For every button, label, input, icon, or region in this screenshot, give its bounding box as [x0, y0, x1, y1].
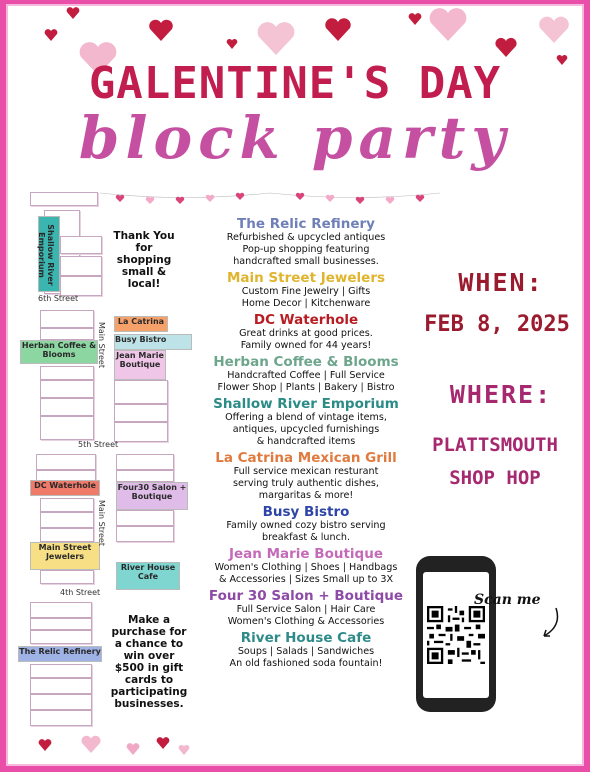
business-description: Flower Shop | Plants | Bakery | Bistro: [217, 382, 395, 393]
heart-icon: [80, 734, 102, 754]
flyer: [8, 6, 582, 764]
business-listing: [196, 450, 416, 502]
heart-icon: [408, 12, 422, 26]
map-building: [114, 380, 168, 404]
business-description: Full service mexican resturant: [233, 466, 379, 477]
map-building: [40, 528, 94, 542]
thank-you-note: Thank You for shopping small & local!: [113, 230, 175, 290]
map-building: [40, 328, 94, 340]
heart-icon: [156, 736, 170, 750]
when-heading: WHEN:: [458, 268, 544, 297]
map-label-four30: Four30 Salon + Boutique: [116, 482, 188, 510]
map-building: [60, 276, 102, 296]
heart-icon: [256, 20, 296, 56]
business-description: An old fashioned soda fountain!: [229, 658, 383, 669]
map-building: [40, 416, 94, 440]
business-listing: [196, 216, 416, 268]
business-description: Soups | Salads | Sandwiches: [237, 646, 375, 657]
business-listing: [196, 312, 416, 352]
map-building: [40, 570, 94, 584]
business-name: Herban Coffee & Blooms: [213, 354, 399, 370]
business-listing: [196, 354, 416, 394]
business-listing: [196, 630, 416, 670]
business-listings: [196, 214, 416, 670]
business-name: Busy Bistro: [262, 504, 350, 520]
business-description: margaritas & more!: [258, 490, 354, 501]
map-building: [30, 664, 92, 678]
map-building: [30, 694, 92, 710]
heart-icon: [324, 16, 352, 42]
heart-icon: [66, 6, 80, 20]
business-description: & handcrafted items: [256, 436, 356, 447]
heart-icon: [126, 742, 140, 756]
business-listing: [196, 504, 416, 544]
business-listing: [196, 396, 416, 448]
business-description: serving truly authentic dishes,: [233, 478, 379, 489]
map-building: [30, 602, 92, 618]
heart-icon: [38, 738, 52, 752]
business-name: Jean Marie Boutique: [229, 546, 383, 562]
map-building: [40, 498, 94, 512]
map-building: [40, 310, 94, 328]
business-description: Great drinks at good prices.: [239, 328, 373, 339]
qr-code-icon[interactable]: [427, 606, 485, 664]
business-name: Shallow River Emporium: [213, 396, 399, 412]
page-title: GALENTINE'S DAY: [88, 58, 502, 109]
map-label-herban: Herban Coffee & Blooms: [20, 340, 98, 364]
map-building: [60, 256, 102, 276]
map-label-shallow-river: Shallow River Emporium: [38, 216, 60, 292]
business-description: Offering a blend of vintage items,: [225, 412, 387, 423]
business-description: Family owned for 44 years!: [240, 340, 372, 351]
map-building: [40, 398, 94, 416]
business-name: Four 30 Salon + Boutique: [208, 588, 404, 604]
event-location: [408, 429, 582, 495]
map-building: [40, 366, 94, 380]
business-description: breakfast & lunch.: [262, 532, 350, 543]
map-building: [30, 192, 98, 206]
map-building: [114, 404, 168, 422]
location-line-1: PLATTSMOUTH: [432, 434, 558, 456]
business-listing: [196, 588, 416, 628]
heart-icon: [148, 18, 174, 42]
business-description: Women's Clothing | Shoes | Handbags: [214, 562, 398, 573]
map-building: [116, 526, 174, 542]
scan-me-label: Scan me: [474, 592, 541, 608]
business-listing: [196, 270, 416, 310]
map-label-relic-refinery: The Relic Refinery: [18, 646, 102, 662]
business-description: handcrafted small businesses.: [233, 256, 379, 267]
street-label-main: Main Street: [97, 322, 106, 368]
where-heading: WHERE:: [449, 380, 553, 409]
event-date: FEB 8, 2025: [424, 312, 570, 337]
curved-arrow-icon: [536, 606, 564, 642]
map-label-river-house: River House Cafe: [116, 562, 180, 590]
business-description: Pop-up shopping featuring: [242, 244, 370, 255]
business-name: La Catrina Mexican Grill: [215, 450, 397, 466]
map-building: [30, 630, 92, 644]
business-description: Refurbished & upcycled antiques: [226, 232, 386, 243]
map-building: [60, 236, 102, 254]
business-description: Custom Fine Jewelry | Gifts: [241, 286, 371, 297]
business-description: Home Decor | Kitchenware: [241, 298, 371, 309]
heart-icon: [494, 36, 518, 58]
page-subtitle: block party: [78, 104, 512, 172]
map-building: [116, 470, 174, 482]
phone-icon: [416, 556, 496, 712]
business-description: Family owned cozy bistro serving: [226, 520, 386, 531]
map-label-busy-bistro: Busy Bistro: [114, 334, 192, 350]
map-label-main-street-jewelers: Main Street Jewelers: [30, 542, 100, 570]
map-building: [30, 678, 92, 694]
street-label-main: Main Street: [97, 500, 106, 546]
map-label-la-catrina: La Catrina: [114, 316, 168, 332]
heart-garland-icon: [100, 190, 440, 206]
map-building: [116, 454, 174, 470]
map-building: [30, 618, 92, 630]
heart-icon: [226, 38, 238, 50]
business-description: Women's Clothing & Accessories: [227, 616, 385, 627]
heart-icon: [44, 28, 58, 42]
street-label-5th: 5th Street: [78, 440, 119, 449]
business-name: DC Waterhole: [253, 312, 359, 328]
map-building: [40, 380, 94, 398]
business-listing: [196, 546, 416, 586]
map-label-dc-waterhole: DC Waterhole: [30, 480, 100, 496]
map-building: [36, 454, 96, 470]
business-description: Handcrafted Coffee | Full Service: [227, 370, 385, 381]
business-name: River House Cafe: [240, 630, 372, 646]
heart-icon: [538, 14, 570, 44]
purchase-note: Make a purchase for a chance to win over $500 in gift cards to participating businesses.: [110, 614, 188, 710]
business-description: Full Service Salon | Hair Care: [236, 604, 376, 615]
map-building: [116, 510, 174, 526]
business-description: & Accessories | Sizes Small up to 3X: [218, 574, 394, 585]
business-description: antiques, upcycled furnishings: [232, 424, 380, 435]
heart-icon: [428, 6, 468, 42]
map-building: [40, 512, 94, 528]
street-label-6th: 6th Street: [38, 294, 79, 303]
map-building: [114, 422, 168, 442]
street-label-4th: 4th Street: [60, 588, 101, 597]
map-label-jean-marie: Jean Marie Boutique: [114, 350, 166, 380]
business-name: The Relic Refinery: [237, 216, 375, 232]
heart-icon: [178, 744, 190, 756]
location-line-2: SHOP HOP: [449, 467, 541, 489]
business-name: Main Street Jewelers: [226, 270, 386, 286]
phone-screen: [423, 572, 489, 698]
map-building: [30, 710, 92, 726]
